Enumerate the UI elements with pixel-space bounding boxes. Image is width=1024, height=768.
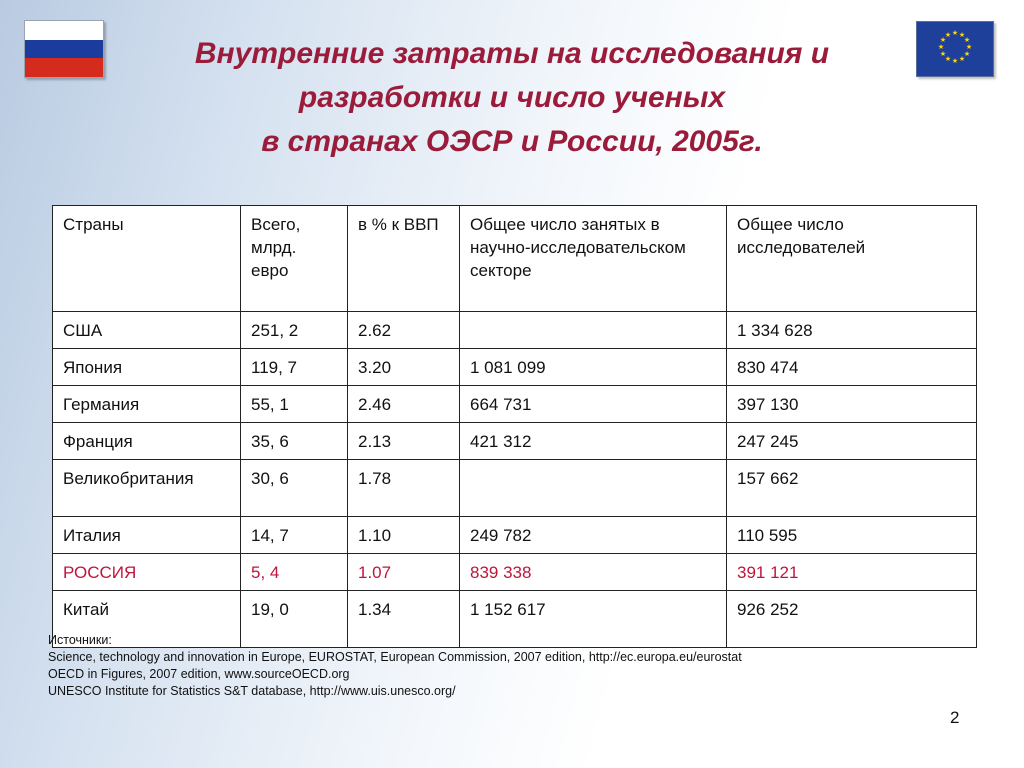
cell-total: 35, 6	[241, 423, 348, 460]
svg-text:★: ★	[944, 31, 952, 39]
cell-researchers: 1 334 628	[727, 312, 977, 349]
table-header-row	[53, 206, 977, 312]
cell-researchers: 830 474	[727, 349, 977, 386]
cell-gdp-percent: 1.34	[348, 591, 460, 648]
cell-researchers: 247 245	[727, 423, 977, 460]
cell-country: Китай	[53, 591, 241, 648]
russia-flag-icon	[24, 20, 104, 78]
cell-total: 30, 6	[241, 460, 348, 517]
cell-employed: 839 338	[460, 554, 727, 591]
svg-text:★: ★	[944, 55, 952, 63]
svg-text:★: ★	[958, 31, 966, 39]
svg-text:★: ★	[958, 55, 966, 63]
source-item: UNESCO Institute for Statistics S&T database, http://www.uis.unesco.org/	[48, 684, 456, 698]
svg-text:★: ★	[951, 57, 959, 65]
cell-total: 251, 2	[241, 312, 348, 349]
cell-researchers: 391 121	[727, 554, 977, 591]
svg-text:★: ★	[963, 50, 971, 58]
title-line-3: в странах ОЭСР и России, 2005г.	[261, 125, 763, 158]
cell-country: Франция	[53, 423, 241, 460]
title-line-1: Внутренние затраты на исследования и	[194, 37, 830, 70]
cell-country: США	[53, 312, 241, 349]
cell-researchers: 157 662	[727, 460, 977, 517]
eu-flag-icon	[916, 21, 994, 77]
cell-gdp-percent: 2.62	[348, 312, 460, 349]
cell-total: 5, 4	[241, 554, 348, 591]
cell-employed: 1 152 617	[460, 591, 727, 648]
cell-employed: 421 312	[460, 423, 727, 460]
cell-total: 14, 7	[241, 517, 348, 554]
sources-heading: Источники:	[48, 633, 112, 647]
cell-country: Великобритания	[53, 460, 241, 517]
cell-gdp-percent: 3.20	[348, 349, 460, 386]
header-gdp-percent: в % к ВВП	[348, 206, 460, 312]
cell-country: РОССИЯ	[53, 554, 241, 591]
table-row	[53, 386, 977, 423]
cell-researchers: 110 595	[727, 517, 977, 554]
rd-expenditure-table	[52, 205, 977, 648]
cell-researchers: 397 130	[727, 386, 977, 423]
cell-total: 55, 1	[241, 386, 348, 423]
table-row-russia	[53, 554, 977, 591]
cell-gdp-percent: 2.13	[348, 423, 460, 460]
cell-employed: 249 782	[460, 517, 727, 554]
title-line-2: разработки и число ученых	[298, 81, 726, 114]
cell-employed: 1 081 099	[460, 349, 727, 386]
header-total: Всего, млрд. евро	[241, 206, 348, 312]
cell-gdp-percent: 1.10	[348, 517, 460, 554]
slide-title	[120, 32, 904, 164]
svg-text:★: ★	[939, 36, 947, 44]
cell-employed	[460, 312, 727, 349]
cell-total: 119, 7	[241, 349, 348, 386]
cell-gdp-percent: 1.07	[348, 554, 460, 591]
table-row	[53, 423, 977, 460]
cell-total: 19, 0	[241, 591, 348, 648]
table-row	[53, 349, 977, 386]
header-country: Страны	[53, 206, 241, 312]
svg-text:★: ★	[963, 36, 971, 44]
table-row	[53, 517, 977, 554]
svg-text:★: ★	[939, 50, 947, 58]
header-employed: Общее число занятых в научно-исследовательском секторе	[460, 206, 727, 312]
source-item: Science, technology and innovation in Europe, EUROSTAT, European Commission, 2007 edition, http://ec.europa.eu/eurostat	[48, 650, 742, 664]
cell-country: Германия	[53, 386, 241, 423]
table-row	[53, 312, 977, 349]
cell-gdp-percent: 2.46	[348, 386, 460, 423]
svg-text:★: ★	[965, 43, 973, 51]
source-item: OECD in Figures, 2007 edition, www.sourceOECD.org	[48, 667, 350, 681]
svg-text:★: ★	[937, 43, 945, 51]
sources-block	[48, 632, 742, 700]
cell-employed	[460, 460, 727, 517]
cell-employed: 664 731	[460, 386, 727, 423]
cell-country: Италия	[53, 517, 241, 554]
cell-gdp-percent: 1.78	[348, 460, 460, 517]
cell-researchers: 926 252	[727, 591, 977, 648]
page-number: 2	[950, 708, 960, 727]
header-researchers: Общее число исследователей	[727, 206, 977, 312]
cell-country: Япония	[53, 349, 241, 386]
table-row	[53, 460, 977, 517]
svg-text:★: ★	[951, 29, 959, 37]
